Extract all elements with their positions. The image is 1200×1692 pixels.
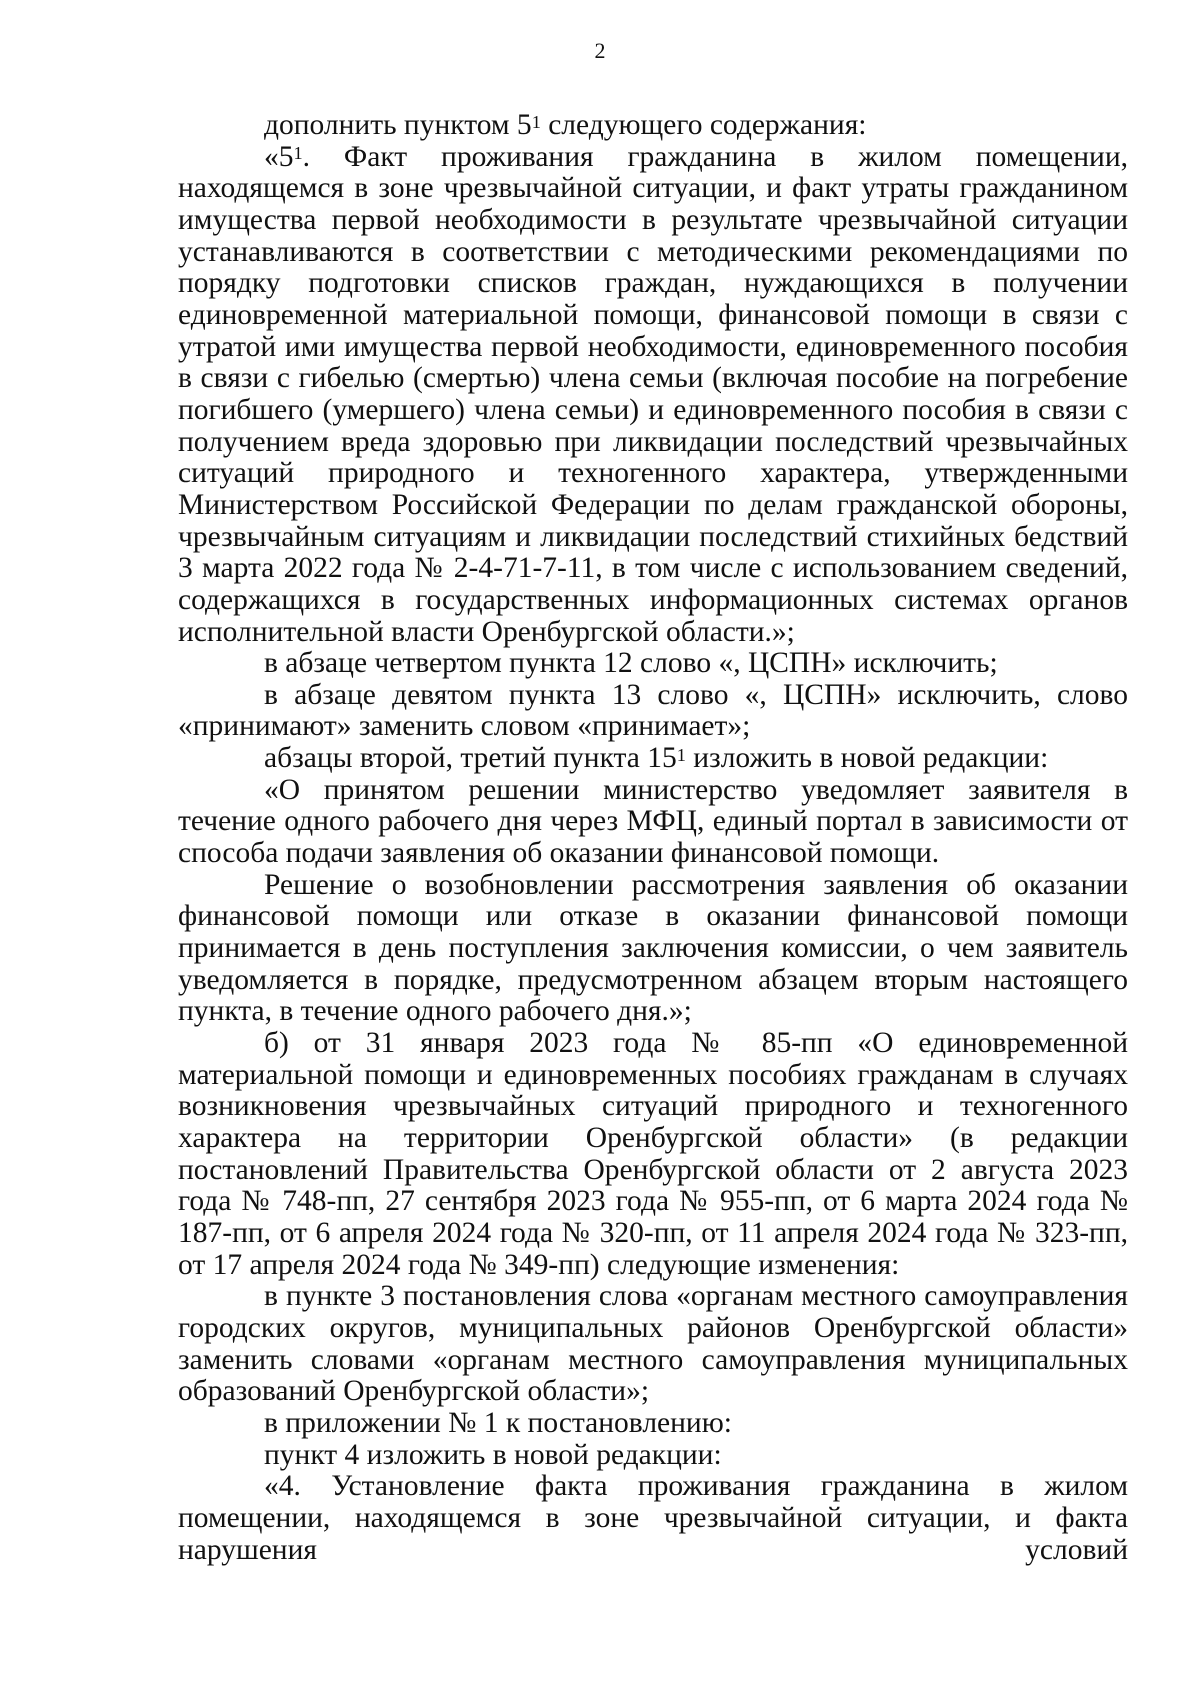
paragraph-decision: Решение о возобновлении рассмотрения заявления об оказании финансовой помощи или отказе в оказании финансовой помощи принимается в день поступления заключения комиссии, о чем заявитель уведомляется в порядке, предусмотренном абзацем вторым настоящего пункта, в течение одного рабочего дня.»;: [178, 868, 1128, 1028]
superscript: 1: [676, 744, 686, 765]
paragraph-text: «5: [264, 140, 294, 173]
paragraph-notification: «О принятом решении министерство уведомляет заявителя в течение одного рабочего дня через МФЦ, единый портал в зависимости от способа подачи заявления об оказании финансовой помощи.: [178, 773, 1128, 870]
page-number: 2: [594, 38, 606, 63]
document-body: [178, 110, 1128, 1566]
paragraph-appendix-1: в приложении № 1 к постановлению:: [264, 1406, 732, 1439]
paragraph-text: следующего содержания:: [540, 109, 867, 141]
paragraph-item-5-1-text: [178, 142, 1128, 649]
superscript: 1: [293, 143, 303, 164]
paragraph-item-3: в пункте 3 постановления слова «органам местного самоуправления городских округов, муниципальных районов Оренбургской области» заменить словами «органам местного самоуправления муниципальных образований Оренбургской области»;: [178, 1280, 1128, 1408]
paragraph-text: дополнить пунктом 5: [264, 109, 532, 141]
paragraph-text: изложить в новой редакции:: [685, 742, 1049, 775]
paragraph-add-item-5-1: [178, 110, 1128, 142]
paragraph-resolution-85-pp: б) от 31 января 2023 года № 85-пп «О единовременной материальной помощи и единовременных пособиях гражданам в случаях возникновения чрезвычайных ситуаций природного и техногенного характера на территории Оренбургской области» (в редакции постановлений Правительства Оренбургской области от 2 августа 2023 года № 748-пп, 27 сентября 2023 года № 955-пп, от 6 марта 2024 года № 187-пп, от 6 апреля 2024 года № 320-пп, от 11 апреля 2024 года № 323-пп, от 17 апреля 2024 года № 349-пп) следующие изменения:: [178, 1027, 1128, 1281]
paragraph-text: . Факт проживания гражданина в жилом помещении, находящемся в зоне чрезвычайной ситуации, и факт утраты гражданином имущества первой необходимости в результате чрезвычайной ситуации устанавливаются в соответствии с методическими рекомендациями по порядку подготовки списков граждан, нуждающихся в получении единовременной материальной помощи, финансовой помощи в связи с утратой ими имущества первой необходимости, единовременного пособия в связи с гибелью (смертью) члена семьи (включая пособие на погребение погибшего (умершего) члена семьи) и единовременного пособия в связи с получением вреда здоровью при ликвидации последствий чрезвычайных ситуаций природного и техногенного характера, утвержденными Министерством Российской Федерации по делам гражданской обороны, чрезвычайным ситуациям и ликвидации последствий стихийных бедствий 3 марта 2022 года № 2-4-71-7-11, в том числе с использованием сведений, содержащихся в государственных информационных системах органов исполнительной власти Оренбургской области.»;: [178, 140, 1128, 648]
paragraph-item-12: в абзаце четвертом пункта 12 слово «, ЦСПН» исключить;: [264, 647, 998, 680]
paragraph-item-15-1: [178, 743, 1128, 775]
paragraph-item-4-text: «4. Установление факта проживания гражданина в жилом помещении, находящемся в зоне чрезвычайной ситуации, и факта нарушения условий: [178, 1470, 1128, 1566]
superscript: 1: [531, 111, 541, 132]
paragraph-item-4-intro: пункт 4 изложить в новой редакции:: [264, 1438, 722, 1471]
paragraph-text: абзацы второй, третий пункта 15: [264, 742, 677, 775]
paragraph-item-13: в абзаце девятом пункта 13 слово «, ЦСПН» исключить, слово «принимают» заменить словом «принимает»;: [178, 678, 1128, 743]
